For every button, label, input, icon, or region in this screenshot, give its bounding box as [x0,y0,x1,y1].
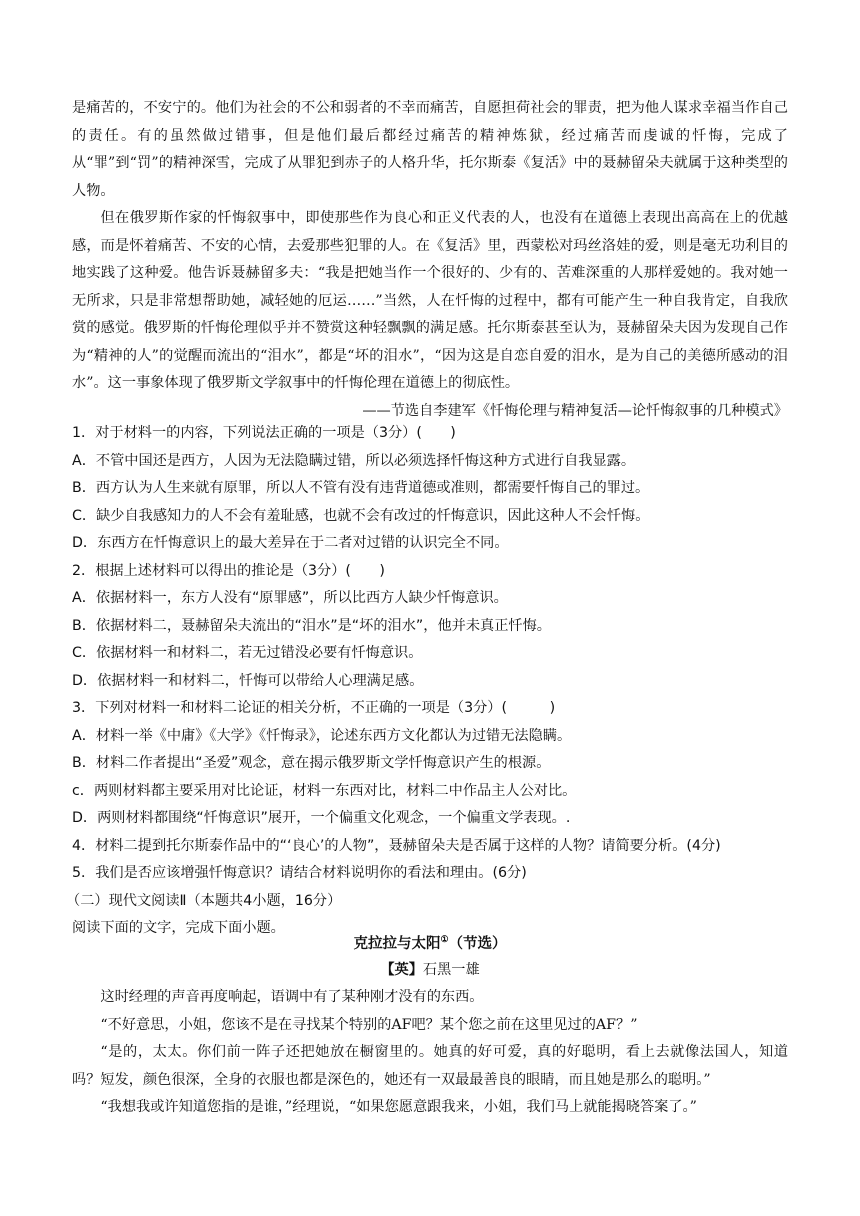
story-title [72,930,788,957]
question-2-option-d: D．依据材料一和材料二，忏悔可以带给人心理满足感。 [72,672,424,689]
question-3-option-a: A．材料一举《中庸》《大学》《忏悔录》，论述东西方文化都认为过错无法隐瞒。 [72,727,572,744]
question-2-option-c: C．依据材料一和材料二，若无过错没必要有忏悔意识。 [72,645,423,661]
author-nationality: 【英】 [380,962,423,978]
question-4: 4．材料二提到托尔斯泰作品中的“‘良心’的人物”，聂赫留朵夫是否属于这样的人物？请简要分析。(4分) [72,837,721,854]
question-2: 2．根据上述材料可以得出的推论是（3分）( ) [72,562,385,579]
material-two-passage [72,95,788,425]
question-2-option-b: B．依据材料二，聂赫留朵夫流出的“泪水”是“坏的泪水”，他并未真正忏悔。 [72,617,551,634]
question-1-option-b: B．西方认为人生来就有原罪，所以人不管有没有违背道德或准则，都需要忏悔自己的罪过。 [72,480,650,496]
story-paragraph: “我想我或许知道您指的是谁，”经理说，“如果您愿意跟我来，小姐，我们马上就能揭晓答案了。” [100,1099,697,1115]
question-2-option-a: A．依据材料一，东方人没有“原罪感”，所以比西方人缺少忏悔意识。 [72,590,508,606]
section-instruction: 阅读下面的文字，完成下面小题。 [72,920,285,936]
material-two-source: ——节选自李建军《忏悔伦理与精神复活—论忏悔叙事的几种模式》 [362,402,788,419]
story-author [72,957,788,984]
story-paragraph: “不好意思，小姐，您该不是在寻找某个特别的AF吧？某个您之前在这里见过的AF？” [100,1016,638,1033]
story-excerpt [72,930,788,1122]
story-title-text: 克拉拉与太阳 [353,935,441,952]
material-two-paragraph-2: 但在俄罗斯作家的忏悔叙事中，即使那些作为良心和正义代表的人，也没有在道德上表现出高高在上的优越感，而是怀着痛苦、不安的心情，去爱那些犯罪的人。在《复活》里，西蒙松对玛丝洛娃的爱，则是毫无功利目的地实践了这种爱。他告诉聂赫留多夫：“我是把她当作一个很好的、少有的、苦难深重的人那样爱她的。我对她一无所求，只是非常想帮助她，减轻她的厄运……”当然，人在忏悔的过程中，都有可能产生一种自我肯定，自我欣赏的感觉。俄罗斯的忏悔伦理似乎并不赞赏这种轻飘飘的满足感。托尔斯泰甚至认为，聂赫留朵夫因为发现自己作为“精神的人”的觉醒而流出的“泪水”，都是“坏的泪水”，“因为这是自恋自爱的泪水，是为自己的美德所感动的泪水”。这一事象体现了俄罗斯文学叙事中的忏悔伦理在道德上的彻底性。 [72,210,788,391]
question-3-option-b: B．材料二作者提出“圣爱”观念，意在揭示俄罗斯文学忏悔意识产生的根源。 [72,755,551,771]
question-3-option-c: c．两则材料都主要采用对比论证，材料一东西对比，材料二中作品主人公对比。 [72,782,577,799]
section-heading: （二）现代文阅读Ⅱ（本题共4小题，16分） [66,892,342,909]
question-1-option-d: D．东西方在忏悔意识上的最大差异在于二者对过错的认识完全不同。 [72,535,509,551]
question-3: 3．下列对材料一和材料二论证的相关分析，不正确的一项是（3分）( ) [72,700,556,716]
question-5: 5．我们是否应该增强忏悔意识？请结合材料说明你的看法和理由。(6分) [72,865,527,881]
story-paragraph: 这时经理的声音再度响起，语调中有了某种刚才没有的东西。 [100,989,484,1005]
story-title-suffix: （节选） [448,935,507,952]
story-paragraph: “是的，太太。你们前一阵子还把她放在橱窗里的。她真的好可爱，真的好聪明，看上去就像法国人，知道吗？短发，颜色很深，全身的衣服也都是深色的，她还有一双最最善良的眼睛，而且她是那么的聪明。” [72,1044,788,1088]
question-1-option-c: C．缺少自我感知力的人不会有羞耻感，也就不会有改过的忏悔意识，因此这种人不会忏悔。 [72,507,650,524]
question-1: 1．对于材料一的内容，下列说法正确的一项是（3分）( ) [72,425,456,441]
footnote-mark: ① [440,935,449,946]
author-name: 石黑一雄 [422,962,480,978]
question-1-option-a: A．不管中国还是西方，人因为无法隐瞒过错，所以必须选择忏悔这种方式进行自我显露。 [72,452,636,469]
question-3-option-d: D．两则材料都围绕“忏悔意识”展开，一个偏重文化观念，一个偏重文学表现。. [72,810,571,826]
material-two-paragraph-1: 是痛苦的，不安宁的。他们为社会的不公和弱者的不幸而痛苦，自愿担荷社会的罪责，把为他人谋求幸福当作自己的责任。有的虽然做过错事，但是他们最后都经过痛苦的精神炼狱，经过痛苦而虔诚的忏悔，完成了从“罪”到“罚”的精神深雪，完成了从罪犯到赤子的人格升华，托尔斯泰《复活》中的聂赫留朵夫就属于这种类型的人物。 [72,100,788,199]
